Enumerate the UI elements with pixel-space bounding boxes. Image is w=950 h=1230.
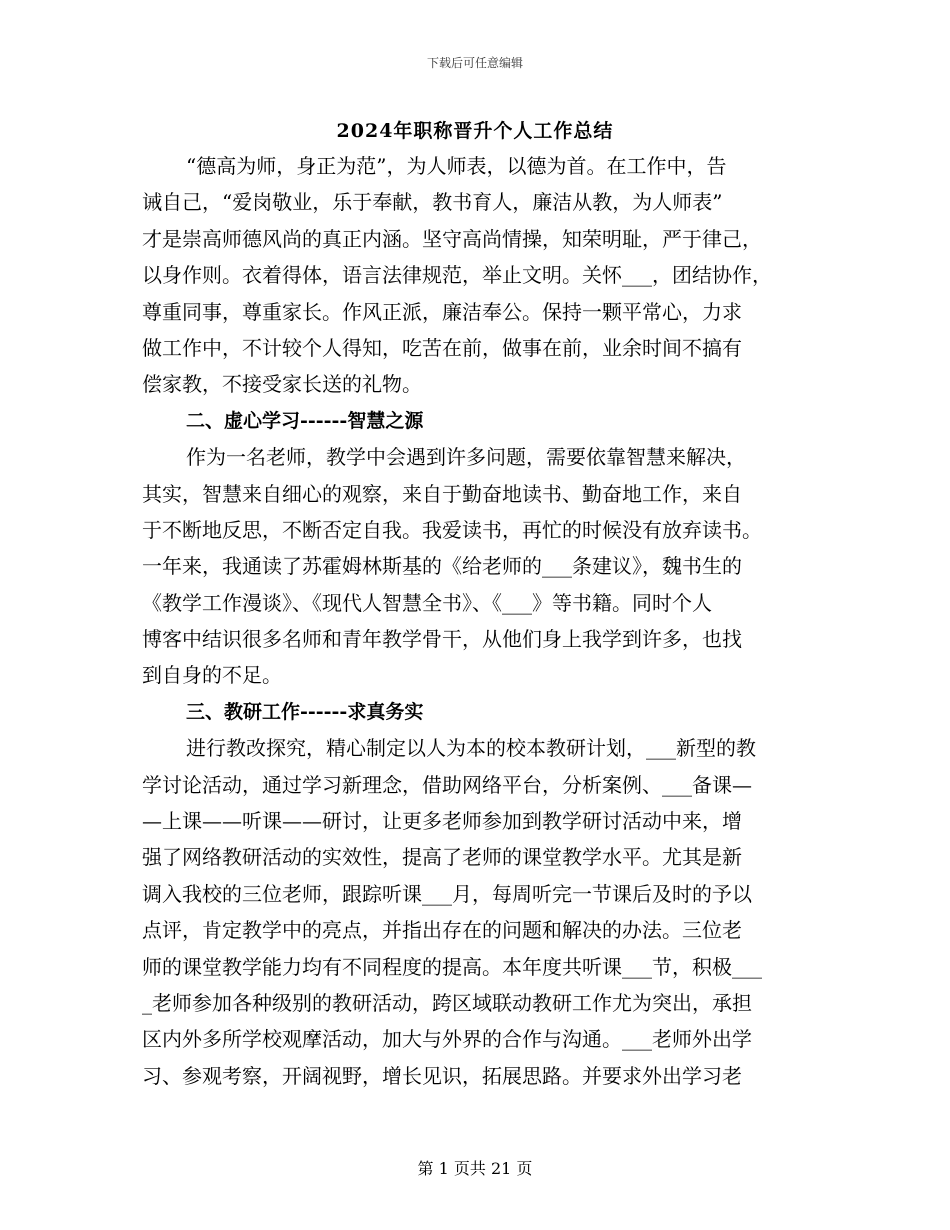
- paragraph-line: 师的课堂教学能力均有不同程度的提高。本年度共听课___节，积极___: [142, 954, 762, 979]
- paragraph-line: 一年来，我通读了苏霍姆林斯基的《给老师的___条建议》，魏书生的: [142, 554, 742, 579]
- paragraph-line: 强了网络教研活动的实效性，提高了老师的课堂教学水平。尤其是新: [142, 845, 742, 870]
- paragraph-line: 尊重同事，尊重家长。作风正派，廉洁奉公。保持一颗平常心，力求: [142, 299, 742, 324]
- paragraph-line: 《教学工作漫谈》、《现代人智慧全书》、《___》等书籍。同时个人: [142, 590, 712, 615]
- paragraph-line: —上课——听课——研讨，让更多老师参加到教学研讨活动中来，增: [142, 809, 742, 834]
- document-title: 2024年职称晋升个人工作总结: [336, 120, 614, 142]
- paragraph-line: 才是崇高师德风尚的真正内涵。坚守高尚情操，知荣明耻，严于律己，: [142, 226, 762, 251]
- paragraph-line: 作为一名老师，教学中会遇到许多问题，需要依靠智慧来解决，: [186, 445, 746, 470]
- paragraph-line: 到自身的不足。: [142, 663, 282, 688]
- paragraph-line: _老师参加各种级别的教研活动，跨区域联动教研工作尤为突出，承担: [142, 990, 752, 1015]
- section-heading: 二、虚心学习------智慧之源: [186, 409, 424, 432]
- paragraph-line: 以身作则。衣着得体，语言法律规范，举止文明。关怀___，团结协作，: [142, 263, 772, 288]
- section-heading: 三、教研工作------求真务实: [186, 700, 424, 723]
- paragraph-line: 诫自己，“爱岗敬业，乐于奉献，教书育人，廉洁从教，为人师表”: [142, 190, 723, 215]
- paragraph-line: 做工作中，不计较个人得知，吃苦在前，做事在前，业余时间不搞有: [142, 335, 742, 360]
- paragraph-line: 博客中结识很多名师和青年教学骨干，从他们身上我学到许多，也找: [142, 627, 742, 652]
- paragraph-line: 其实，智慧来自细心的观察，来自于勤奋地读书、勤奋地工作，来自: [142, 481, 742, 506]
- paragraph-line: 区内外多所学校观摩活动，加大与外界的合作与沟通。___老师外出学: [142, 1027, 752, 1052]
- header-note: 下载后可任意编辑: [426, 56, 523, 70]
- paragraph-line: 点评，肯定教学中的亮点，并指出存在的问题和解决的办法。三位老: [142, 918, 742, 943]
- paragraph-line: 进行教改探究，精心制定以人为本的校本教研计划，___新型的教: [186, 736, 756, 761]
- paragraph-line: 于不断地反思，不断否定自我。我爱读书，再忙的时候没有放弃读书。: [142, 517, 762, 542]
- paragraph-line: “德高为师，身正为范”，为人师表，以德为首。在工作中，告: [186, 154, 727, 178]
- paragraph-line: 偿家教，不接受家长送的礼物。: [142, 372, 422, 397]
- document-body: [142, 148, 822, 1094]
- paragraph-line: 调入我校的三位老师，跟踪听课___月，每周听完一节课后及时的予以: [142, 881, 752, 906]
- paragraph-line: 习、参观考察，开阔视野，增长见识，拓展思路。并要求外出学习老: [142, 1063, 742, 1088]
- paragraph-line: 学讨论活动，通过学习新理念，借助网络平台，分析案例、___备课—: [142, 772, 752, 797]
- page-number-footer: 第 1 页共 21 页: [417, 1159, 533, 1178]
